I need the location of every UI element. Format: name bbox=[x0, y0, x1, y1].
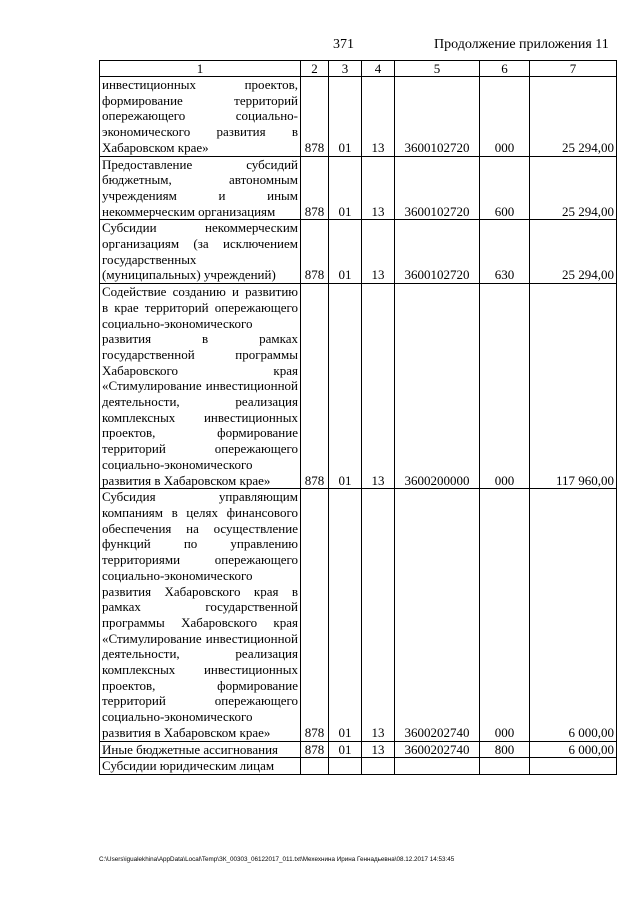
row-expense-type: 000 bbox=[480, 489, 530, 741]
row-target-article: 3600200000 bbox=[395, 284, 480, 489]
row-expense-type: 600 bbox=[480, 156, 530, 220]
column-header: 7 bbox=[530, 61, 617, 77]
row-expense-type: 000 bbox=[480, 77, 530, 157]
table-row bbox=[100, 156, 617, 220]
row-subsection: 13 bbox=[362, 77, 395, 157]
row-section: 01 bbox=[329, 741, 362, 758]
row-section: 01 bbox=[329, 489, 362, 741]
row-expense-type: 800 bbox=[480, 741, 530, 758]
row-code: 878 bbox=[301, 77, 329, 157]
row-amount: 25 294,00 bbox=[530, 220, 617, 284]
row-amount bbox=[530, 758, 617, 775]
row-subsection bbox=[362, 758, 395, 775]
row-expense-type: 000 bbox=[480, 284, 530, 489]
column-header: 2 bbox=[301, 61, 329, 77]
row-description: Субсидии юридическим лицам bbox=[100, 758, 301, 775]
column-header: 5 bbox=[395, 61, 480, 77]
table-row bbox=[100, 220, 617, 284]
column-header: 6 bbox=[480, 61, 530, 77]
column-number-row bbox=[100, 61, 617, 77]
row-code: 878 bbox=[301, 220, 329, 284]
table-row bbox=[100, 284, 617, 489]
row-subsection: 13 bbox=[362, 489, 395, 741]
row-code bbox=[301, 758, 329, 775]
row-description: Иные бюджетные ассигнования bbox=[100, 741, 301, 758]
row-description: инвестиционных проектов, формирование территорий опережающего социально-экономического развития в Хабаровском крае» bbox=[100, 77, 301, 157]
row-target-article: 3600102720 bbox=[395, 156, 480, 220]
row-description: Предоставление субсидий бюджетным, автономным учреждениям и иным некоммерческим организациям bbox=[100, 156, 301, 220]
row-section: 01 bbox=[329, 156, 362, 220]
row-expense-type bbox=[480, 758, 530, 775]
row-description: Содействие созданию и развитию в крае территорий опережающего социально-экономического развития в рамках государственной программы Хабаровского края «Стимулирование инвестиционной деятельности, реализация комплексных инвестиционных проектов, формирование территорий опережающего социально-экономического развития в Хабаровском крае» bbox=[100, 284, 301, 489]
row-amount: 6 000,00 bbox=[530, 741, 617, 758]
row-section: 01 bbox=[329, 220, 362, 284]
row-code: 878 bbox=[301, 156, 329, 220]
row-target-article: 3600202740 bbox=[395, 741, 480, 758]
row-subsection: 13 bbox=[362, 741, 395, 758]
row-subsection: 13 bbox=[362, 284, 395, 489]
page-number: 371 bbox=[333, 37, 354, 52]
row-target-article: 3600102720 bbox=[395, 220, 480, 284]
appendix-continuation-note: Продолжение приложения 11 bbox=[434, 37, 609, 52]
row-subsection: 13 bbox=[362, 156, 395, 220]
row-section bbox=[329, 758, 362, 775]
budget-table bbox=[99, 60, 617, 775]
column-header: 4 bbox=[362, 61, 395, 77]
table-row bbox=[100, 758, 617, 775]
table-row bbox=[100, 77, 617, 157]
row-amount: 25 294,00 bbox=[530, 77, 617, 157]
table-row bbox=[100, 489, 617, 741]
row-amount: 6 000,00 bbox=[530, 489, 617, 741]
row-code: 878 bbox=[301, 741, 329, 758]
row-target-article: 3600102720 bbox=[395, 77, 480, 157]
row-amount: 117 960,00 bbox=[530, 284, 617, 489]
file-path-footer: C:\Users\igualekhina\AppData\Local\Temp\ЗК_00303_06122017_011.txt\Мехехнина Ирина Геннадьевна\08.12.2017 14:53:45 bbox=[99, 856, 455, 863]
table-row bbox=[100, 741, 617, 758]
row-description: Субсидии некоммерческим организациям (за исключением государственных (муниципальных) учреждений) bbox=[100, 220, 301, 284]
row-target-article: 3600202740 bbox=[395, 489, 480, 741]
row-subsection: 13 bbox=[362, 220, 395, 284]
column-header: 1 bbox=[100, 61, 301, 77]
row-target-article bbox=[395, 758, 480, 775]
row-description: Субсидия управляющим компаниям в целях финансового обеспечения на осуществление функций по управлению территориями опережающего социально-экономического развития Хабаровского края в рамках государственной программы Хабаровского края «Стимулирование инвестиционной деятельности, реализация комплексных инвестиционных проектов, формирование территорий опережающего социально-экономического развития в Хабаровском крае» bbox=[100, 489, 301, 741]
row-code: 878 bbox=[301, 489, 329, 741]
row-section: 01 bbox=[329, 284, 362, 489]
row-code: 878 bbox=[301, 284, 329, 489]
column-header: 3 bbox=[329, 61, 362, 77]
row-expense-type: 630 bbox=[480, 220, 530, 284]
row-section: 01 bbox=[329, 77, 362, 157]
row-amount: 25 294,00 bbox=[530, 156, 617, 220]
